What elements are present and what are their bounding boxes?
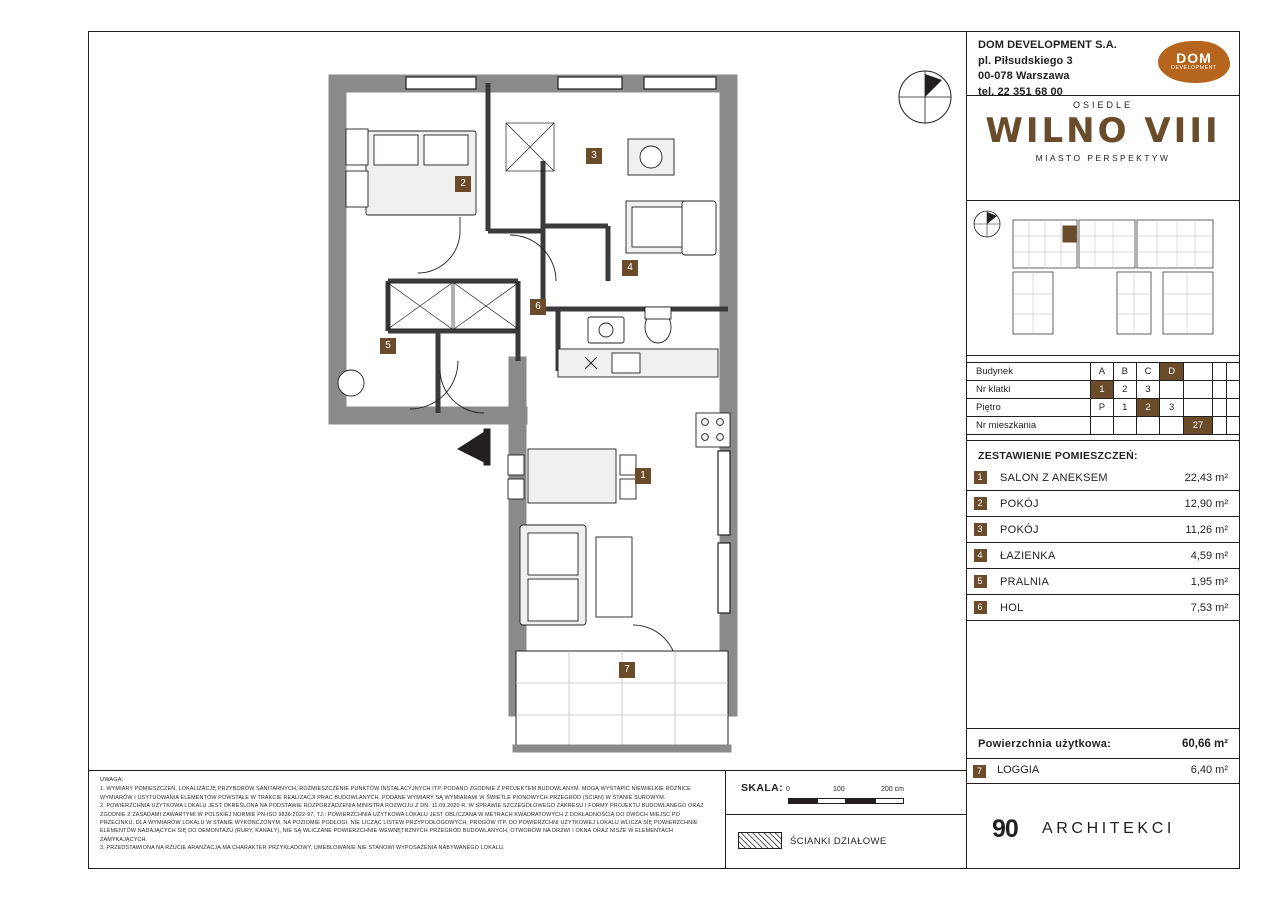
loggia-name: LOGGIA [997, 764, 1040, 776]
scale-ticks [788, 786, 906, 796]
cell-pietro-3[interactable]: 3 [1160, 399, 1184, 417]
table-row [966, 491, 1240, 517]
legend-hatch-label: ŚCIANKI DZIAŁOWE [790, 836, 887, 847]
room-badge-1 [966, 465, 994, 491]
room-marker-2: 2 [455, 176, 471, 192]
scale-tick-200: 200 cm [881, 786, 904, 793]
badge-number: 6 [974, 601, 987, 614]
total-area-value: 60,66 m² [1181, 738, 1228, 750]
cell-klatka-7 [1226, 381, 1239, 399]
table-row [966, 517, 1240, 543]
building-selector-table [966, 362, 1240, 435]
badge-number: 3 [974, 523, 987, 536]
cell-pietro-1[interactable]: 1 [1113, 399, 1136, 417]
estate-brand [966, 100, 1240, 163]
room-area-5: 1,95 m² [1159, 569, 1240, 595]
total-area-row [966, 728, 1240, 759]
loggia-area: 6,40 m² [1190, 764, 1228, 776]
room-name-2: POKÓJ [994, 491, 1159, 517]
architect-name: ARCHITEKCI [1042, 820, 1175, 837]
dom-development-logo [1158, 39, 1232, 85]
cell-budynek-a[interactable]: A [1091, 363, 1114, 381]
scale-tick-100: 100 [833, 786, 845, 793]
cell-pietro-5 [1183, 399, 1212, 417]
company-name: DOM DEVELOPMENT S.A. [978, 39, 1117, 51]
room-badge-3 [966, 517, 994, 543]
cell-budynek-e [1183, 363, 1212, 381]
cell-klatka-5 [1183, 381, 1212, 399]
cell-pietro-2[interactable]: 2 [1136, 399, 1160, 417]
badge-number: 4 [974, 549, 987, 562]
company-address-1: pl. Piłsudskiego 3 [978, 54, 1073, 67]
cell-klatka-6 [1213, 381, 1226, 399]
room-name-6: HOL [994, 595, 1159, 621]
cell-pietro-p[interactable]: P [1091, 399, 1114, 417]
room-marker-7: 7 [619, 662, 635, 678]
legend-hatch-swatch [738, 832, 782, 849]
company-address-2: 00-078 Warszawa [978, 70, 1070, 82]
cell-pietro-6 [1213, 399, 1226, 417]
room-badge-6 [966, 595, 994, 621]
room-name-5: PRALNIA [994, 569, 1159, 595]
compass-north-icon [898, 70, 952, 124]
table-row [966, 465, 1240, 491]
divider-3 [966, 355, 1240, 356]
divider-vertical-bottom [725, 770, 726, 869]
company-block [978, 38, 1168, 100]
note-item-3: 3. PRZEDSTAWIONA NA RZUCIE ARANŻACJA MA CHARAKTER PRZYKŁADOWY, UMEBLOWANIE NIE STANOWI WYPOSAŻENIA NABYWANEGO LOKALU. [100, 845, 505, 852]
notes-title: UWAGA: [100, 777, 124, 783]
table-row [966, 569, 1240, 595]
room-area-4: 4,59 m² [1159, 543, 1240, 569]
label-budynek: Budynek [967, 363, 1091, 381]
badge-number: 5 [974, 575, 987, 588]
cell-mieszkanie-7 [1226, 417, 1239, 435]
room-area-1: 22,43 m² [1159, 465, 1240, 491]
cell-budynek-b[interactable]: B [1113, 363, 1136, 381]
brand-tagline: MIASTO PERSPEKTYW [1035, 153, 1171, 163]
scale-bar-graphic [788, 798, 904, 804]
company-phone: tel. 22 351 68 00 [978, 85, 1063, 98]
room-area-6: 7,53 m² [1159, 595, 1240, 621]
loggia-row [966, 759, 1240, 784]
rooms-table-title: ZESTAWIENIE POMIESZCZEŃ: [978, 450, 1138, 462]
divider-bottom [88, 770, 966, 771]
brand-prefix: OSIEDLE [1072, 100, 1133, 110]
table-row [966, 595, 1240, 621]
room-badge-5 [966, 569, 994, 595]
logo-text-secondary: DEVELOPMENT [1171, 65, 1217, 71]
cell-klatka-1[interactable]: 1 [1091, 381, 1114, 399]
architect-logo [966, 784, 1240, 869]
note-item-1: 1. WYMIARY POMIESZCZEŃ, LOKALIZACJĘ PRZYBORÓW SANITARNYCH, ROZMIESZCZENIE PUNKTÓW INSTALACYJNYCH ITP. PODANO ZGODNIE Z PROJEKTEM BUDOWLANYM. MOGĄ WYSTĄPIĆ NIEWIELKIE RÓŻNICE WYMIARÓW I USYTUOWANIA ELEMENTÓW POWSTAŁE W TRAKCIE REALIZACJI PRAC BUDOWLANYCH. PODANE WYMIARY SĄ WYMIARAMI W ŚWIETLE PIONOWYCH PRZEGRÓD (ŚCIAN) W STANIE SUROWYM. [100, 786, 691, 801]
label-pietro: Piętro [967, 399, 1091, 417]
badge-number: 2 [974, 497, 987, 510]
floor-plan [88, 31, 966, 770]
scale-tick-0: 0 [786, 786, 790, 793]
cell-budynek-c[interactable]: C [1136, 363, 1160, 381]
cell-budynek-d[interactable]: D [1160, 363, 1184, 381]
cell-mieszkanie-6 [1213, 417, 1226, 435]
scale-label: SKALA: [741, 782, 784, 794]
room-marker-5: 5 [380, 338, 396, 354]
cell-mieszkanie-2 [1113, 417, 1136, 435]
row-budynek [967, 363, 1240, 381]
label-mieszkanie: Nr mieszkania [967, 417, 1091, 435]
row-pietro [967, 399, 1240, 417]
room-name-1: SALON Z ANEKSEM [994, 465, 1159, 491]
cell-budynek-f [1213, 363, 1226, 381]
room-marker-6: 6 [530, 299, 546, 315]
architect-number: 90 [992, 815, 1018, 843]
cell-klatka-2[interactable]: 2 [1113, 381, 1136, 399]
note-item-2: 2. POWIERZCHNIA UŻYTKOWA LOKALU JEST OKREŚLONA NA PODSTAWIE ROZPORZĄDZENIA MINISTRA ROZWOJU Z DN. 11.09.2020 R. W SPRAWIE SZCZEGÓŁOWEGO ZAKRESU I FORMY PROJEKTU BUDOWLANEGO ORAZ ZGODNIE Z ZASADAMI ZAWARTYMI W POLSKIEJ NORMIE PN-ISO 9836:2022-97, TJ.: POWIERZCHNIA UŻYTKOWA LOKALU JEST OBLICZANA W METRACH KWADRATOWYCH Z DOKŁADNOŚCIĄ DO DWÓCH MIEJSC PO PRZECINKU, DLA WYMIARÓW LOKALU W STANIE WYKOŃCZONYM, NA POZIOMIE PODŁOGI, NIE LICZĄC LISTEW PRZYPODŁOGOWYCH, PROGÓW ITP. DO POWIERZCHNI UŻYTKOWEJ LOKALU WLICZA SIĘ POWIERZCHNIE ELEMENTÓW NADAJĄCYCH SIĘ DO DEMONTAŻU (RURY, KANAŁY), NIE SĄ WLICZANE POWIERZCHNIE WEWNĘTRZNYCH PRZEGRÓD BUDOWLANYCH, OTWORÓW NA DRZWI I OKNA ORAZ NISZE W ELEMENTACH ZAMYKAJĄCYCH. [100, 803, 704, 843]
room-name-4: ŁAZIENKA [994, 543, 1159, 569]
cell-pietro-7 [1226, 399, 1239, 417]
room-badge-4 [966, 543, 994, 569]
divider-4 [966, 440, 1240, 441]
cell-mieszkanie-4 [1160, 417, 1184, 435]
notes-block [100, 776, 712, 853]
scale-bar [788, 786, 906, 796]
badge-number: 1 [974, 471, 987, 484]
logo-text-primary: DOM [1176, 50, 1212, 66]
room-area-3: 11,26 m² [1159, 517, 1240, 543]
total-area-label: Powierzchnia użytkowa: [978, 738, 1112, 750]
cell-budynek-g [1226, 363, 1239, 381]
row-mieszkanie [967, 417, 1240, 435]
room-badge-2 [966, 491, 994, 517]
room-marker-3: 3 [586, 148, 602, 164]
cell-mieszkanie-3 [1136, 417, 1160, 435]
divider-1 [966, 95, 1240, 96]
brand-name: WILNO VIII [985, 111, 1221, 151]
label-klatka: Nr klatki [967, 381, 1091, 399]
divider-bottom-2 [725, 814, 966, 815]
rooms-table [966, 465, 1240, 621]
room-marker-1: 1 [635, 468, 651, 484]
cell-mieszkanie-1 [1091, 417, 1114, 435]
key-plan-diagram [967, 202, 1239, 354]
room-area-2: 12,90 m² [1159, 491, 1240, 517]
room-marker-4: 4 [622, 260, 638, 276]
room-name-3: POKÓJ [994, 517, 1159, 543]
cell-klatka-4 [1160, 381, 1184, 399]
cell-mieszkanie-27[interactable]: 27 [1183, 417, 1212, 435]
table-row [966, 543, 1240, 569]
divider-2 [966, 200, 1240, 201]
row-klatka [967, 381, 1240, 399]
cell-klatka-3[interactable]: 3 [1136, 381, 1160, 399]
badge-number: 7 [973, 765, 986, 778]
